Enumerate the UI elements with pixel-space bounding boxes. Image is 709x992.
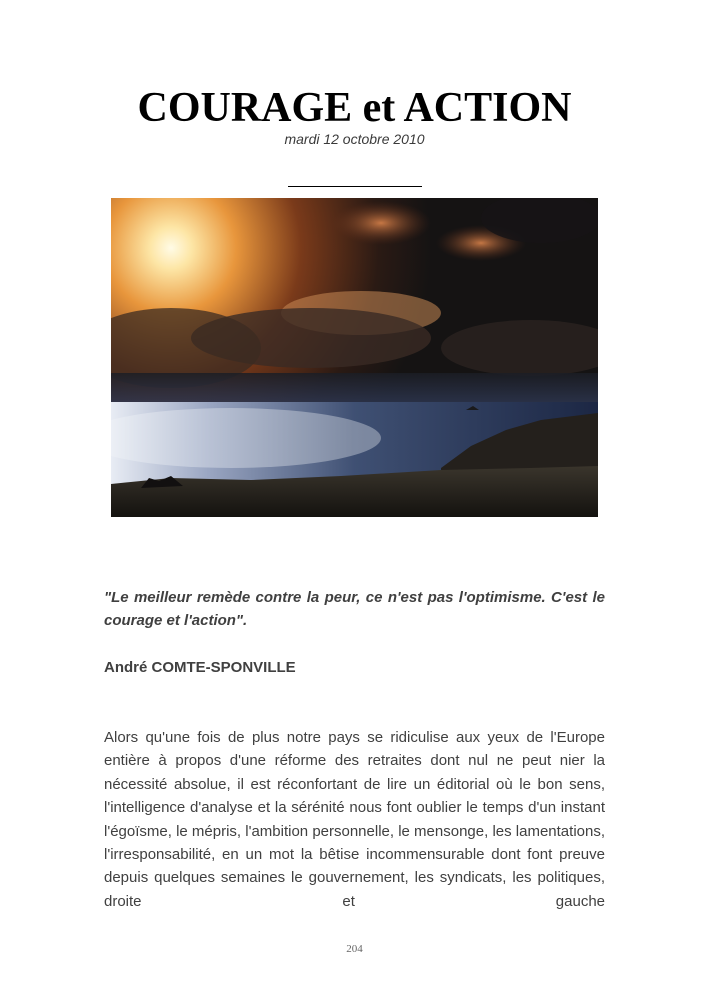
article-paragraph: Alors qu'une fois de plus notre pays se ridiculise aux yeux de l'Europe entière à propos d'une réforme des retraites dont nul ne peut nier la nécessité absolue, il est réconfortant de lire un éditorial où le bon sens, l'intelligence d'analyse et la sérénité nous font oublier le temps d'un instant l'égoïsme, le mépris, l'ambition personnelle, le mensonge, les lamentations, l'irresponsabilité, en un mot la bêtise incommensurable dont font preuve depuis quelques semaines le gouvernement, les syndicats, les politiques, droite et gauche (104, 729, 605, 910)
title-divider (288, 186, 422, 187)
page-number: 204 (346, 943, 363, 955)
quote-text: "Le meilleur remède contre la peur, ce n'est pas l'optimisme. C'est le courage et l'action". (104, 589, 605, 629)
seascape-sunset-image (111, 198, 598, 517)
quote-author: André COMTE-SPONVILLE (104, 659, 296, 676)
post-date: mardi 12 octobre 2010 (284, 131, 425, 147)
page-title: COURAGE et ACTION (137, 85, 572, 131)
